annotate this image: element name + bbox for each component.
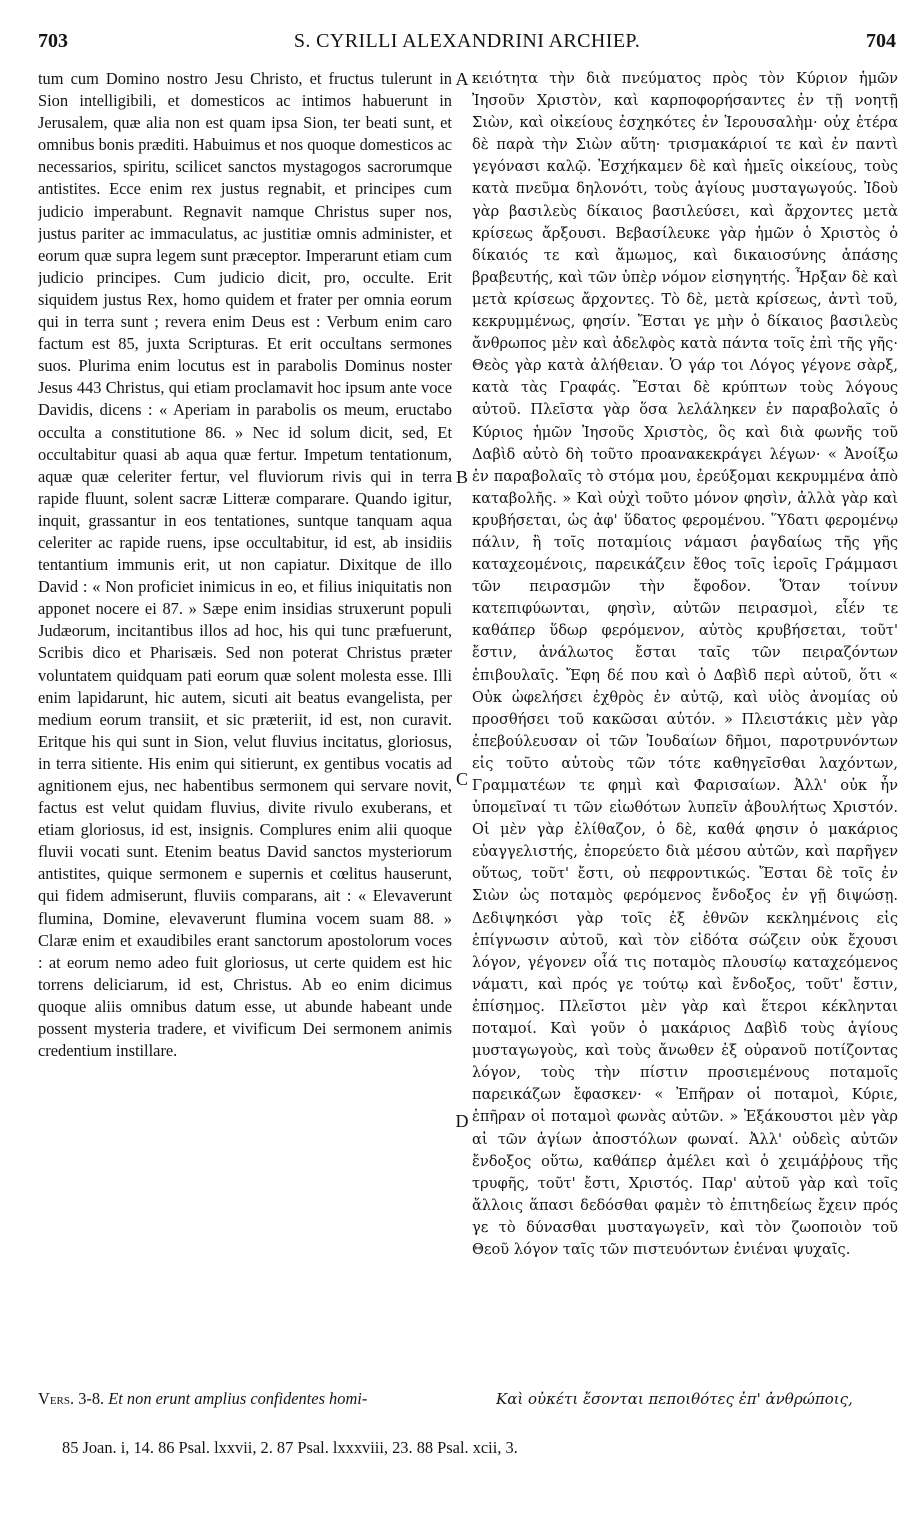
page-number-left: 703 [38, 30, 68, 52]
footnotes: 85 Joan. i, 14. 86 Psal. lxxvii, 2. 87 Psal. lxxxviii, 23. 88 Psal. xcii, 3. [62, 1438, 518, 1457]
greek-column [472, 68, 898, 1388]
greek-lemma: Καὶ οὐκέτι ἔσονται πεποιθότες ἐπ' ἀνθρώποις, [496, 1390, 853, 1408]
latin-column [38, 68, 452, 1388]
latin-text: tum cum Domino nostro Jesu Christo, et fructus tulerunt in Sion intelligibili, et domesticos ac intimos habuerunt in Jerusalem, quæ alia non est quam ipsa Sion, ter beati sunt, et omnibus bonis præditi. Habuimus et nos quoque domesticos ac necessarios, spiritu, scilicet sanctos mystagogos sacrorumque antistites. Ecce enim rex justus regnabit, et principes cum judicio imperabunt. Regnavit namque Christus super nos, justus pariter ac immaculatus, ac justitiæ omnis administer, et eorum quæ supra legem sunt præceptor. Imperarunt etiam cum judicio principes. Cum judicio dicit, pro, occulte. Erit siquidem justus Rex, homo quidem et frater per omnia eorum qui in terra sunt ; revera enim Deus est : Verbum enim caro factum est 85, juxta Scripturas. Et erit occultans sermones suos. Plurima enim locutus est in parabolis Dominus noster Jesus 443 Christus, qui etiam proclamavit hoc ipsum ante voce Davidis, dicens : « Aperiam in parabolis os meum, eructabo occulta a constitutione 86. » Nec id solum dicit, sed, Et occultabitur quasi ab aqua quæ fertur. Impetum tentationum, aquæ quæ celeriter fertur, vel fluviorum rivis qui in terra rapide fluunt, solent sacræ Litteræ comparare. Quando igitur, inquit, grassantur in eos tentationes, suntque tanquam aqua celeriter ac rapide ruens, ipse occultabitur, id est, ab insidiis tentantium immunis erit, ut non capiatur. Dixitque de illo David : « Non proficiet inimicus in eo, et filius iniquitatis non apponet nocere ei 87. » Sæpe enim insidias struxerunt populi Judæorum, incitantibus illos ad hoc, his qui tunc præfuerunt, Scribis dico et Pharisæis. Sed non poterat Christus præter voluntatem quidquam pati eorum quæ solent molesta esse. Illi enim lapidarunt, hic autem, sicuti ait beatus evangelista, per medium eorum transiit, et sic præteriit, id est, non curavit. Eritque his qui sunt in Sion, velut fluvius incitatus, gloriosus, in terra sitiente. His enim qui sitierunt, ex gentibus vocatis ad agnitionem ejus, nec habentibus sermonem qui servare novit, factus est velut quidam fluvius, divite rivulo exuberans, et etiam gloriosus, id est, insignis. Complures enim alii quoque fluvii vocati sunt. Etenim beatus David sanctos mysteriorum antistites, quique sermonem e supernis et cœlitus hauserunt, qui fidem admiserunt, fluviis comparans, ait : « Elevaverunt flumina, Domine, elevaverunt flumina vocem suam 88. » Claræ enim et exaudibiles erant sanctorum apostolorum voces : at eorum nemo adeo fuit gloriosus, ut certe quidem est hic torrens deliciarum, id est, Christus. Ab eo enim dicimus quoque aliis omnibus datum esse, ut abunde habeant unde possent mysteria tradere, et vivificum Dei sermonem animis credentium instillare. [38, 69, 452, 1061]
margin-marker-c: C [455, 769, 468, 789]
page-number-right: 704 [866, 30, 896, 52]
latin-lemma: Et non erunt amplius confidentes homi- [108, 1389, 368, 1408]
running-header [38, 30, 896, 60]
greek-text: κειότητα τὴν διὰ πνεύματος πρὸς τὸν Κύριον ἡμῶν Ἰησοῦν Χριστὸν, καὶ καρποφορήσαντες ἐν τῇ νοητῇ Σιὼν, καὶ οἰκείους ἐσχηκότες ἐν Ἱερουσαλὴμ· οὐχ ἑτέρα δὲ παρὰ τὴν Σιὼν αὕτη· τρισμακάριοί τε καὶ ἐν παντὶ γεγόνασι καλῷ. Ἐσχήκαμεν δὲ καὶ ἡμεῖς οἰκείους, τοὺς κατὰ πνεῦμα δηλονότι, τοὺς ἁγίους μυσταγωγούς. Ἰδοὺ γὰρ βασιλεὺς δίκαιος βασιλεύσει, καὶ ἄρχοντες μετὰ κρίσεως ἄρξουσι. Βεβασίλευκε γὰρ ἡμῶν ὁ Χριστὸς ὁ δίκαιός τε καὶ ἄμωμος, καὶ δικαιοσύνης ἁπάσης βραβευτής, καὶ τῶν ὑπὲρ νόμον εἰσηγητής. Ἦρξαν δὲ καὶ μετὰ κρίσεως ἄρχοντες. Τὸ δὲ, μετὰ κρίσεως, ἀντὶ τοῦ, κεκρυμμένως, φησίν. Ἔσται γε μὴν ὁ δίκαιος βασιλεὺς ἄνθρωπος μὲν καὶ ἀδελφὸς κατὰ πάντα τοῖς ἐπὶ τῆς γῆς· Θεὸς γὰρ κατὰ ἀλήθειαν. Ὁ γάρ τοι Λόγος γέγονε σὰρξ, κατὰ τὰς Γραφάς. Ἔσται δὲ κρύπτων τοὺς λόγους αὐτοῦ. Πλεῖστα γὰρ ὅσα λελάληκεν ἐν παραβολαῖς ὁ Κύριος ἡμῶν Ἰησοῦς Χριστὸς, ὃς καὶ διὰ φωνῆς τοῦ Δαβὶδ αὐτὸ δὴ τοῦτο προανακεκράγει λέγων· « Ἀνοίξω ἐν παραβολαῖς τὸ στόμα μου, ἐρεύξομαι κεκρυμμένα ἀπὸ καταβολῆς. » Καὶ οὐχὶ τοῦτο μόνον φησὶν, ἀλλὰ γὰρ καὶ κρυβήσεται, ὡς ἀφ' ὕδατος φερομένου. Ὕδατι φερομένῳ πάλιν, ἢ τοῖς ποταμίοις νάμασι ῥαγδαίως τῆς γῆς καταχεομένοις, παρεικάζειν ἔθος τοῖς ἱεροῖς Γράμμασι τῶν πειρασμῶν τὴν ἔφοδον. Ὅταν τοίνυν κατεπιφύωνται, φησὶν, αὐτῶν πειρασμοὶ, εἶέν τε καθάπερ ὕδωρ φερόμενον, αὐτὸς κρυβήσεται, τοῦτ' ἔστιν, ἀνάλωτος ἔσται ταῖς τῶν πειραζόντων ἐπιβουλαῖς. Ἔφη δέ που καὶ ὁ Δαβὶδ περὶ αὐτοῦ, ὅτι « Οὐκ ὠφελήσει ἐχθρὸς ἐν αὐτῷ, καὶ υἱὸς ἀνομίας οὐ προσθήσει τοῦ κακῶσαι αὐτόν. » Πλειστάκις μὲν γὰρ ἐπεβούλευσαν οἱ τῶν Ἰουδαίων δῆμοι, παροτρυνόντων εἰς τοῦτο αὐτοὺς τῶν τότε καθηγεῖσθαι λαχόντων, Γραμματέων τε φημὶ καὶ Φαρισαίων. Ἀλλ' οὐκ ἦν ὑπομεῖναί τι τῶν εἰωθότων λυπεῖν ἀβουλήτως Χριστόν. Οἱ μὲν γὰρ ἐλίθαζον, ὁ δὲ, καθά φησιν ὁ μακάριος εὐαγγελιστής, ἐπορεύετο διὰ μέσου αὐτῶν, καὶ παρῆγεν οὕτως, τοῦτ' ἔστι, οὐ πεφροντικώς. Ἔσται δὲ τοῖς ἐν Σιὼν ὡς ποταμὸς φερόμενος ἔνδοξος ἐν γῇ διψώσῃ. Δεδιψηκόσι γὰρ τοῖς ἐξ ἐθνῶν κεκλημένοις εἰς ἐπίγνωσιν αὐτοῦ, καὶ τὸν εἰδότα σώζειν οὐκ ἔχουσι λόγον, γέγονεν οἷά τις ποταμὸς πλουσίῳ καταχεόμενος νάματι, καὶ πρός γε τούτῳ καὶ ἔνδοξος, τοῦτ' ἔστιν, ἐπίσημος. Πλεῖστοι μὲν γὰρ καὶ ἕτεροι κέκληνται ποταμοί. Καὶ γοῦν ὁ μακάριος Δαβὶδ τοὺς ἁγίους μυσταγωγοὺς, καὶ τοὺς ἄνωθεν ἐξ οὐρανοῦ ποτίζοντας λόγον, τοὺς τὴν πίστιν προσιεμένους ποταμοῖς παρεικάζων ἔφασκεν· « Ἐπῆραν οἱ ποταμοὶ, Κύριε, ἐπῆραν οἱ ποταμοὶ φωνὰς αὐτῶν. » Ἐξάκουστοι μὲν γὰρ αἱ τῶν ἁγίων ἀποστόλων φωναί. Ἀλλ' οὐδεὶς αὐτῶν ἔνδοξος οὕτω, καθάπερ ἀμέλει καὶ ὁ χειμάῤῥους τῆς τρυφῆς, τοῦτ' ἔστι, Χριστός. Παρ' αὐτοῦ γὰρ καὶ τοῖς ἄλλοις ἅπασι δεδόσθαι φαμὲν τὸ ἐπιτηδείως ἔχειν πρός γε τὸ δύνασθαι μυσταγωγεῖν, καὶ τὸν ζωοποιὸν τοῦ Θεοῦ λόγον ταῖς τῶν πιστευόντων ἐνιέναι ψυχαῖς. [472, 70, 898, 1258]
margin-marker-a: A [455, 69, 469, 89]
verse-label: Vers. 3-8. [38, 1389, 105, 1408]
margin-marker-b: B [455, 467, 468, 487]
verse-heading [38, 1388, 452, 1410]
running-title: S. CYRILLI ALEXANDRINI ARCHIEP. [293, 30, 641, 52]
margin-marker-d: D [455, 1111, 469, 1131]
